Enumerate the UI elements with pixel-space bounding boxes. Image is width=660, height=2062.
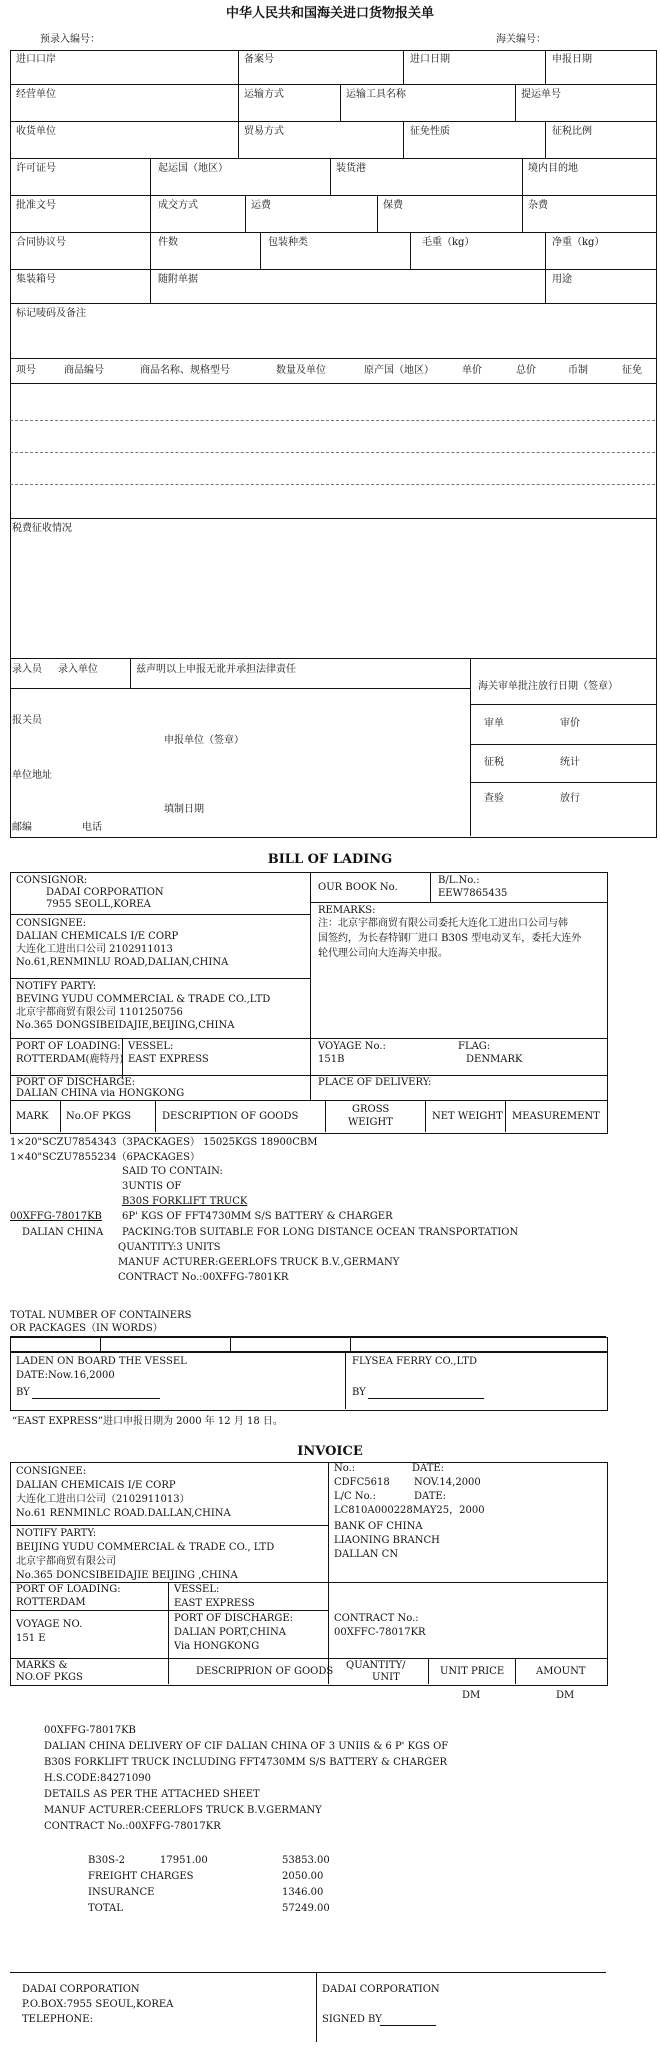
consignee-line: No.61,RENMINLU ROAD,DALIAN,CHINA [16,957,229,968]
approval-no-label: 批准文号 [16,200,56,211]
usage-label: 用途 [552,274,572,285]
vessel-name-label: 运输工具名称 [346,89,406,100]
inspect-label: 查验 [484,793,504,804]
inv-body-line: MANUF ACTURER:CEERLOFS TRUCK B.V.GERMANY [44,1805,322,1816]
col-levy: 征免 [622,365,642,376]
item-qty: 17951.00 [160,1855,208,1866]
inv-col-pkgs: NO.OF PKGS [16,1672,83,1683]
goods-line: 6P' KGS OF FFT4730MM S/S BATTERY & CHARGER [122,1211,393,1222]
inv-col-unit: UNIT [372,1672,400,1683]
item-name: INSURANCE [88,1887,155,1898]
pol-value: ROTTERDAM(鹿特丹) [16,1054,124,1065]
inv-body-line: CONTRACT No.:00XFFG-78017KR [44,1821,221,1832]
notify-label: NOTIFY PARTY: [16,981,97,992]
item-name: FREIGHT CHARGES [88,1871,194,1882]
inv-date-value: NOV.14,2000 [414,1477,481,1488]
consignor-line: DADAI CORPORATION [46,887,164,898]
marks-remarks-label: 标记唛码及备注 [16,308,86,319]
contract-no-label: 合同协议号 [16,237,66,248]
item-amount: 2050.00 [282,1871,324,1882]
levy-label: 征税 [484,757,504,768]
phone-label: 电话 [82,822,102,833]
inv-consignee-label: CONSIGNEE: [16,1466,87,1477]
lc-no-value: LC810A000228MAY25，2000 [334,1505,485,1516]
port-entry-label: 进口口岸 [16,54,56,65]
inv-col-amount: AMOUNT [536,1666,586,1677]
declare-unit-sign-label: 申报单位（签章） [164,735,244,746]
by-label: BY [16,1387,30,1398]
insurance-label: 保费 [383,200,403,211]
unit-price-currency: DM [462,1690,481,1701]
inv-consignee-line: No.61 RENMINLC ROAD.DALLAN,CHINA [16,1508,231,1519]
stats-label: 统计 [560,757,580,768]
remarks-line: 轮代理公司向大连海关申报。 [318,948,448,959]
bl-line: 1×20"SCZU7854343（3PACKAGES） 15025KGS 18900CBM [10,1137,318,1148]
inv-body-line: DETAILS AS PER THE ATTACHED SHEET [44,1789,260,1800]
laden-label: LADEN ON BOARD THE VESSEL [16,1356,187,1367]
vessel-value: EAST EXPRESS [128,1054,209,1065]
seller-line: DADAI CORPORATION [22,1984,140,1995]
voyage-value: 151B [318,1054,345,1065]
inv-contract-value: 00XFFC-78017KR [334,1627,426,1638]
notify-line: No.365 DONGSIBEIDAJIE,BEIJING,CHINA [16,1020,235,1031]
quantity-line: QUANTITY:3 UNITS [118,1242,221,1253]
remarks-line: 注：北京宇都商贸有限公司委托大连化工进出口公司与韩 [318,918,568,929]
pre-entry-no-label: 预录入编号： [40,34,100,45]
unit-address-label: 单位地址 [12,770,52,781]
levy-nature-label: 征免性质 [410,126,450,137]
review-label: 审单 [484,718,504,729]
entry-staff-label: 录入员 [12,664,42,675]
mark-line: 00XFFG-78017KB [10,1211,102,1222]
dalian-line: DALIAN CHINA [22,1227,104,1238]
fill-date-label: 填制日期 [164,804,204,815]
laden-date: DATE:Now.16,2000 [16,1370,115,1381]
col-description: DESCRIPTION OF GOODS [162,1111,299,1122]
flag-value: DENMARK [466,1054,523,1065]
book-no-label: OUR BOOK No. [318,882,398,893]
inv-col-description: DESCRIPRION OF GOODS [196,1666,334,1677]
amount-currency: DM [556,1690,575,1701]
loading-port-label: 装货港 [336,163,366,174]
deal-mode-label: 成交方式 [158,200,198,211]
contract-line: CONTRACT No.:00XFFG-7801KR [118,1272,289,1283]
packing-line: PACKING:TOB SUITABLE FOR LONG DISTANCE OCEAN TRANSPORTATION [122,1227,519,1238]
consignor-line: 7955 SEOLL,KOREA [46,899,151,910]
inv-pod-label: PORT OF DISCHARGE: [174,1613,294,1624]
item-name: B30S-2 [88,1855,126,1866]
lc-no-label: L/C No.: [334,1491,376,1502]
statement-text: 兹声明以上申报无讹并承担法律责任 [136,664,296,675]
transport-mode-label: 运输方式 [244,89,284,100]
pricing-label: 审价 [560,718,580,729]
item-amount: 1346.00 [282,1887,324,1898]
remarks-label: REMARKS: [318,905,376,916]
release-label: 放行 [560,793,580,804]
inv-voyage-value: 151 E [16,1633,46,1644]
record-no-label: 备案号 [244,54,274,65]
col-gross: GROSS [352,1104,390,1115]
bank-line: BANK OF CHINA [334,1521,423,1532]
license-no-label: 许可证号 [16,163,56,174]
signed-by-label: SIGNED BY [322,2014,382,2025]
inv-notify-label: NOTIFY PARTY: [16,1528,97,1539]
col-measurement: MEASUREMENT [512,1111,600,1122]
col-quantity-unit: 数量及单位 [276,365,326,376]
remarks-line: 国签约，为长春特钢厂进口 B30S 型电动叉车，委托大连外 [318,933,582,944]
inv-notify-line: No.365 DONCSIBEIDAJIE BEIJING ,CHINA [16,1570,238,1581]
seller-line: P.O.BOX:7955 SEOUL,KOREA [22,1999,174,2010]
customs-no-label: 海关编号： [496,34,546,45]
inv-consignee-line: 大连化工进出口公司（2102911013） [16,1494,190,1505]
by-label-2: BY [352,1387,366,1398]
gross-weight-label: 毛重（kg） [422,237,475,248]
net-weight-label: 净重（kg） [552,237,605,248]
item-name: TOTAL [88,1903,123,1914]
receiving-unit-label: 收货单位 [16,126,56,137]
delivery-label: PLACE OF DELIVERY: [318,1077,432,1088]
inv-vessel-value: EAST EXPRESS [174,1598,255,1609]
inv-pol-value: ROTTERDAM [16,1597,86,1608]
vessel-label: VESSEL: [128,1041,174,1052]
inv-col-marks: MARKS & [16,1660,68,1671]
inv-consignee-line: DALIAN CHEMICAIS I/E CORP [16,1480,176,1491]
total-packages-label: OR PACKAGES（IN WORDS） [10,1323,163,1334]
consignee-label: CONSIGNEE: [16,918,87,929]
truck-line: B30S FORKLIFT TRUCK [122,1196,248,1207]
pod-label: PORT OF DISCHARGE: [16,1077,136,1088]
inv-notify-line: 北京宇都商贸有限公司 [16,1556,116,1567]
carrier-name: FLYSEA FERRY CO.,LTD [352,1356,477,1367]
inv-col-quantity: QUANTITY/ [346,1660,406,1671]
inv-body-line: 00XFFG-78017KB [44,1725,136,1736]
inv-contract-label: CONTRACT No.: [334,1613,419,1624]
trade-mode-label: 贸易方式 [244,126,284,137]
said-to-contain: SAID TO CONTAIN: [122,1166,223,1177]
inv-pod-line: DALIAN PORT,CHINA [174,1627,286,1638]
inv-pod-line: Via HONGKONG [174,1641,260,1652]
declare-date-label: 申报日期 [552,54,592,65]
consignor-label: CONSIGNOR: [16,875,88,886]
inv-date-label: DATE: [412,1463,445,1474]
col-origin: 原产国（地区） [364,365,434,376]
voyage-label: VOYAGE No.: [318,1041,386,1052]
bl-no-label: 提运单号 [521,89,561,100]
inv-vessel-label: VESSEL: [174,1584,220,1595]
lc-date-label: DATE: [414,1491,447,1502]
col-currency: 币制 [568,365,588,376]
inv-body-line: DALIAN CHINA DELIVERY OF CIF DALIAN CHINA OF 3 UNIIS & 6 P' KGS OF [44,1741,449,1752]
inv-no-value: CDFC5618 [334,1477,390,1488]
col-commodity-code: 商品编号 [64,365,104,376]
invoice-title: INVOICE [297,1444,363,1459]
business-unit-label: 经营单位 [16,89,56,100]
bank-line: LIAONING BRANCH [334,1535,440,1546]
consignee-line: DALIAN CHEMICALS I/E CORP [16,931,179,942]
page-title: 中华人民共和国海关进口货物报关单 [225,6,434,21]
bl-line: 1×40"SCZU7855234（6PACKAGES） [10,1152,200,1163]
attached-docs-label: 随附单据 [158,274,198,285]
sign-company: DADAI CORPORATION [322,1984,440,1995]
pieces-label: 件数 [158,237,178,248]
col-pkgs: No.OF PKGS [66,1111,132,1122]
levy-ratio-label: 征税比例 [552,126,592,137]
manuf-line: MANUF ACTURER:GEERLOFS TRUCK B.V.,GERMANY [118,1257,400,1268]
col-goods-name: 商品名称、规格型号 [140,365,230,376]
col-unit-price: 单价 [462,365,482,376]
inv-no-label: No.: [334,1463,356,1474]
declaration-date-note: “EAST EXPRESS”进口申报日期为 2000 年 12 月 18 日。 [12,1416,283,1427]
item-amount: 53853.00 [282,1855,330,1866]
inv-body-line: B30S FORKLIFT TRUCK INCLUDING FFT4730MM S/S BATTERY & CHARGER [44,1757,448,1768]
item-amount: 57249.00 [282,1903,330,1914]
seller-line: TELEPHONE: [22,2014,93,2025]
package-type-label: 包装种类 [268,237,308,248]
total-containers-label: TOTAL NUMBER OF CONTAINERS [10,1310,192,1321]
misc-label: 杂费 [528,200,548,211]
consignee-line: 大连化工进出口公司 2102911013 [16,944,173,955]
col-item-no: 项号 [16,365,36,376]
units-line: 3UNTIS OF [122,1181,182,1192]
col-net-weight: NET WEIGHT [432,1111,503,1122]
import-date-label: 进口日期 [410,54,450,65]
bl-title: BILL OF LADING [267,852,393,867]
origin-country-label: 起运国（地区） [158,163,228,174]
approval-title: 海关审单批注放行日期（签章） [478,681,618,692]
col-weight: WEIGHT [348,1117,393,1128]
postcode-label: 邮编 [12,822,32,833]
entry-unit-label: 录入单位 [58,664,98,675]
col-total-price: 总价 [516,365,536,376]
inv-pol-label: PORT OF LOADING: [16,1584,121,1595]
bl-no-label: B/L.No.: [438,875,480,886]
inv-voyage-label: VOYAGE NO. [16,1619,83,1630]
inv-col-unit-price: UNIT PRICE [440,1666,505,1677]
tax-status-label: 税费征收情况 [12,523,72,534]
container-no-label: 集装箱号 [16,274,56,285]
notify-line: 北京宇都商贸有限公司 1101250756 [16,1007,183,1018]
inv-notify-line: BEIJING YUDU COMMERCIAL & TRADE CO., LTD [16,1542,275,1553]
notify-line: BEVING YUDU COMMERCIAL & TRADE CO.,LTD [16,994,271,1005]
destination-label: 境内目的地 [528,163,578,174]
col-mark: MARK [16,1111,49,1122]
bank-line: DALLAN CN [334,1549,399,1560]
pod-value: DALIAN CHINA via HONGKONG [16,1088,185,1099]
pol-label: PORT OF LOADING: [16,1041,121,1052]
freight-label: 运费 [251,200,271,211]
inv-body-line: H.S.CODE:84271090 [44,1773,152,1784]
flag-label: FLAG: [458,1041,491,1052]
declarant-label: 报关员 [12,715,42,726]
bl-no-value: EEW7865435 [438,888,508,899]
